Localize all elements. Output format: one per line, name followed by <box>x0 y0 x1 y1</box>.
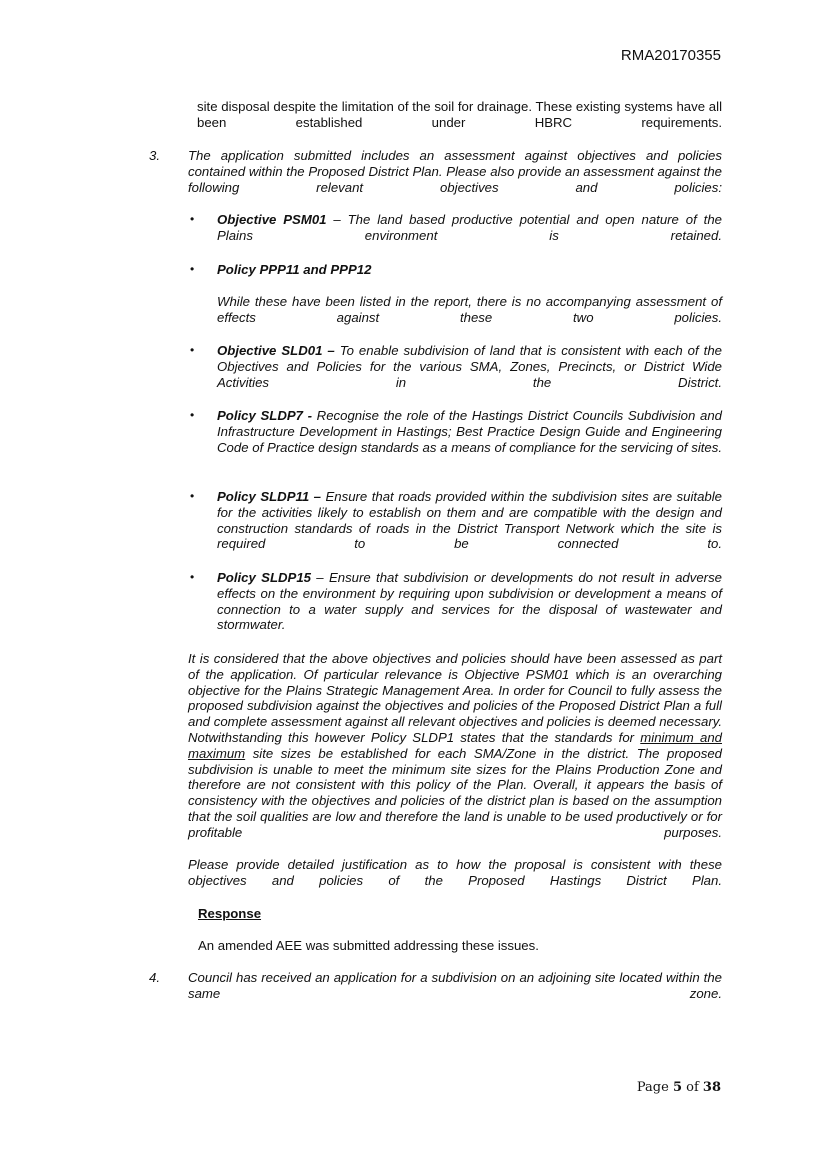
policy-sldp15 <box>217 570 722 649</box>
policy-ppp11-ppp12 <box>217 262 722 278</box>
policy-sldp11 <box>217 489 722 568</box>
policy-sldp7 <box>217 408 722 471</box>
bullet-lead: Policy SLDP11 – <box>217 489 321 504</box>
item-4-text: Council has received an application for a subdivision on an adjoining site located within the same zone. <box>188 970 722 1001</box>
page-number: 5 <box>672 1080 682 1095</box>
item-number-4: 4. <box>149 970 160 985</box>
justification-paragraph: Please provide detailed justification as to how the proposal is consistent with these objectives and policies of the Proposed Hastings District Plan. <box>188 857 722 888</box>
bullet-marker: • <box>190 489 195 503</box>
bullet-marker: • <box>190 570 195 584</box>
bullet-lead: Policy SLDP7 - <box>217 408 313 423</box>
document-reference: RMA20170355 <box>620 47 721 64</box>
bullet-marker: • <box>190 212 195 226</box>
of-word: of <box>686 1080 699 1095</box>
assessment-text-a: It is considered that the above objectives and policies should have been assessed as part of the application. Of particular relevance is Objective PSM01 which is an overarching objective for the Plains Strategic Management Area. In order for Council to fully assess the proposed subdivision against the objectives and policies of the Proposed District Plan a full and complete assessment against all relevant objectives and policies is deemed necessary. Notwithstanding this however Policy SLDP1 states that the standards for <box>188 651 722 745</box>
bullet-lead: Policy PPP11 and PPP12 <box>217 262 372 277</box>
bullet-marker: • <box>190 262 195 276</box>
assessment-text-b: site sizes be established for each SMA/Zone in the district. The proposed subdivision is unable to meet the minimum site sizes for the Plains Production Zone and therefore are not consistent with this policy of the Plan. Overall, it appears the basis of consistency with the objectives and policies of the district plan is based on the assumption that the soil qualities are low and therefore the land is unable to be used productively or for profitable purposes. <box>188 745 722 840</box>
bullet-lead: Objective PSM01 <box>217 212 327 227</box>
objective-sld01 <box>217 343 722 406</box>
bullet-body: – Ensure that subdivision or developments do not result in adverse effects on the environment by requiring upon subdivision or development a means of connection to a water supply and services for the disposal of wastewater and stormwater. <box>217 570 722 633</box>
bullet-marker: • <box>190 343 195 357</box>
page-total: 38 <box>702 1080 721 1095</box>
bullet-body: Recognise the role of the Hastings District Councils Subdivision and Infrastructure Development in Hastings; Best Practice Design Guide and Engineering Code of Practice design standards as a means of compliance for the servicing of sites. <box>217 408 722 455</box>
bullet-lead: Objective SLD01 – <box>217 343 335 358</box>
bullet-lead: Policy SLDP15 <box>217 570 311 585</box>
page-word: Page <box>636 1080 669 1095</box>
response-text: An amended AEE was submitted addressing these issues. <box>198 938 539 953</box>
page-footer <box>637 1080 721 1095</box>
intro-paragraph: site disposal despite the limitation of the soil for drainage. These existing systems have all been established under HBRC requirements. <box>197 99 722 130</box>
bullet-body: Ensure that roads provided within the subdivision sites are suitable for the activities likely to establish on them and are compatible with the design and construction standards of roads in the District Transport Network which the site is required to be connected to. <box>217 489 723 552</box>
assessment-underlined: minimum and maximum <box>188 729 722 761</box>
item-number-3: 3. <box>149 148 160 163</box>
item-3-text: The application submitted includes an assessment against objectives and policies contained within the Proposed District Plan. Please also provide an assessment against the following relevant objectives and policies: <box>188 148 722 195</box>
bullet-marker: • <box>190 408 195 422</box>
assessment-paragraph <box>188 651 722 856</box>
bullet-body: – The land based productive potential and open nature of the Plains environment is retained. <box>217 212 722 243</box>
policy-note: While these have been listed in the report, there is no accompanying assessment of effects against these two policies. <box>217 294 722 325</box>
response-heading: Response <box>198 906 262 921</box>
bullet-body: To enable subdivision of land that is consistent with each of the Objectives and Policies for the various SMA, Zones, Precincts, or District Wide Activities in the District. <box>217 343 722 390</box>
objective-psm01 <box>217 212 722 259</box>
